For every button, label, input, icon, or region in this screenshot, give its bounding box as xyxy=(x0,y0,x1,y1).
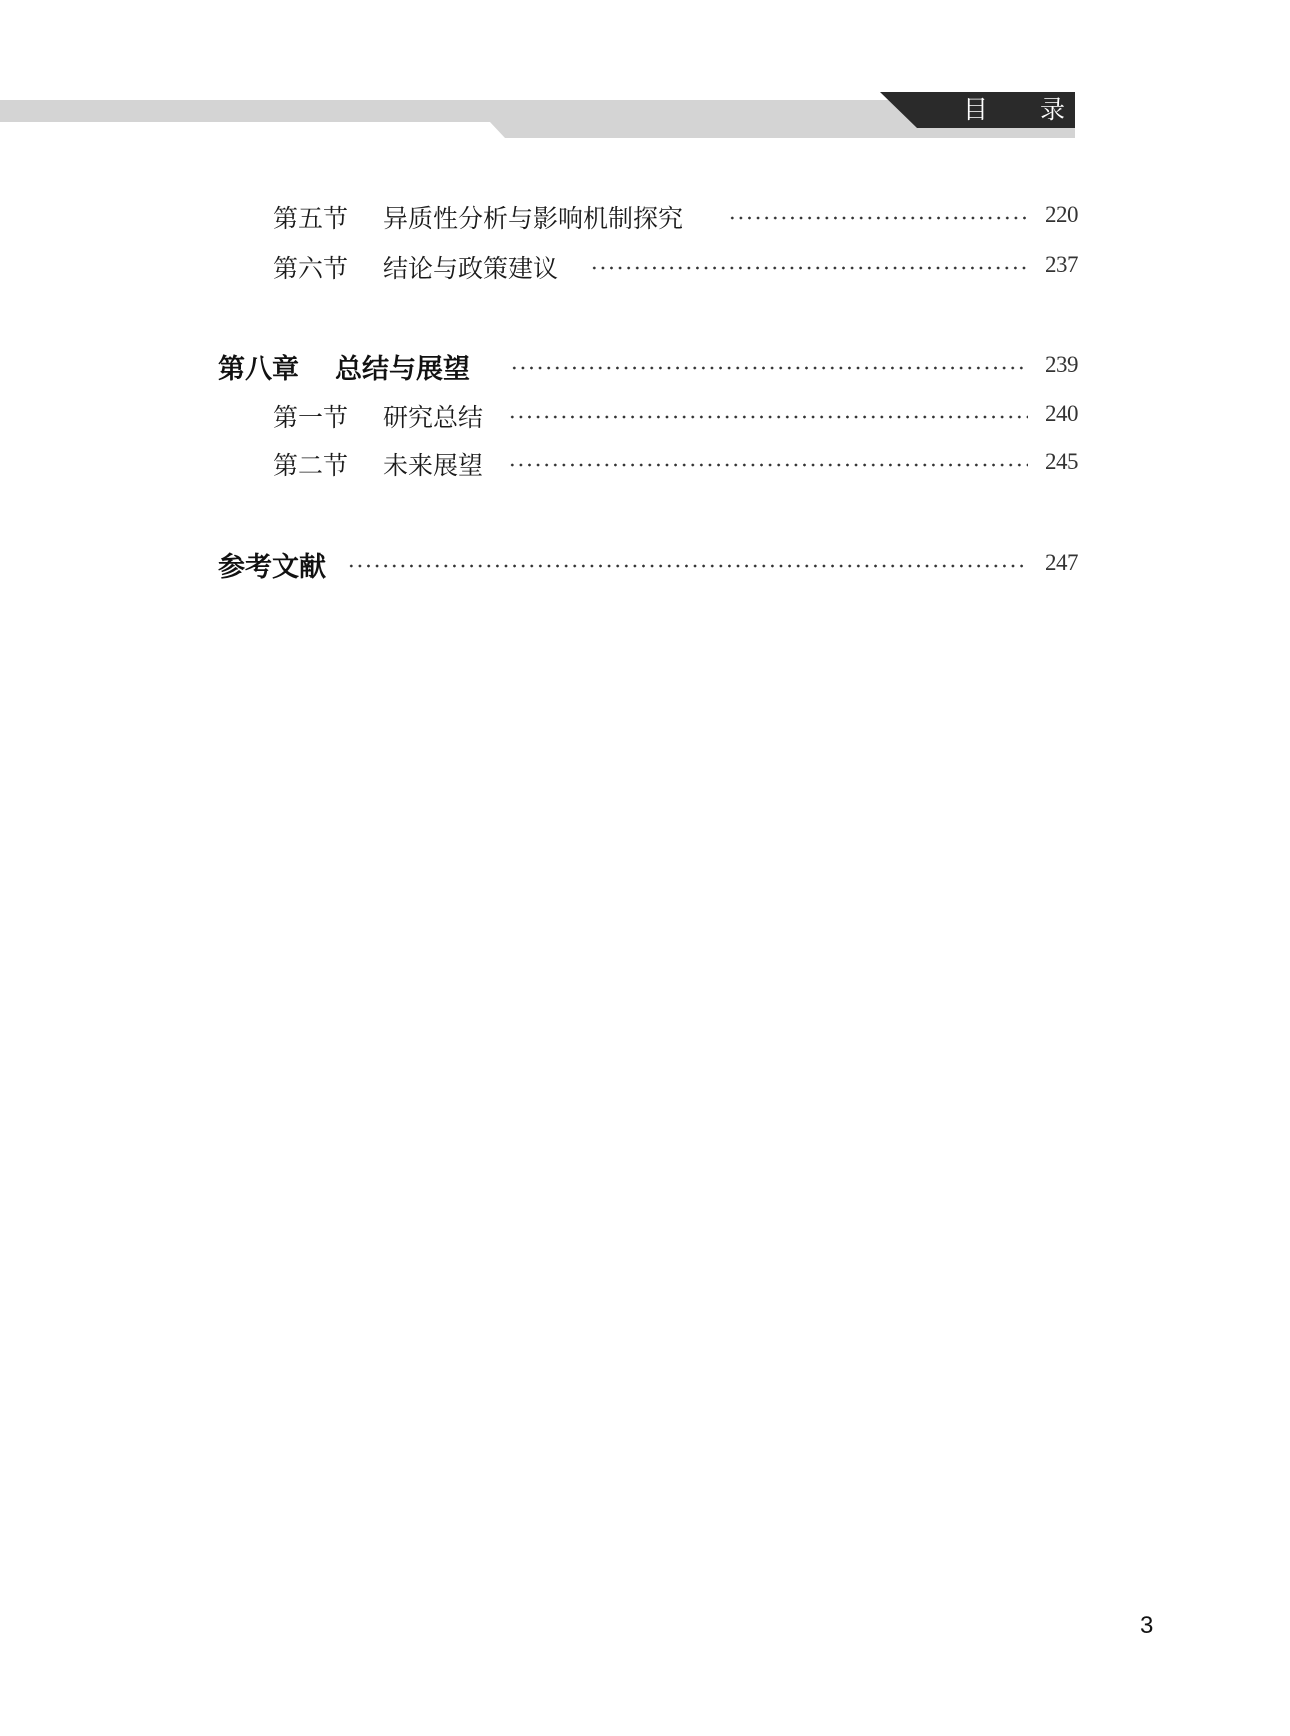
toc-leader-dots xyxy=(508,463,1028,467)
toc-entry[interactable] xyxy=(0,347,1290,387)
toc-leader-dots xyxy=(347,564,1028,568)
toc-entry[interactable] xyxy=(0,398,1290,438)
toc-references-title: 参考文献 xyxy=(218,552,326,583)
toc-section-title: 未来展望 xyxy=(383,451,484,480)
toc-section-title: 异质性分析与影响机制探究 xyxy=(383,204,684,233)
toc-section-number: 第六节 xyxy=(273,254,349,283)
toc-entry[interactable] xyxy=(0,446,1290,486)
toc-page-number: 247 xyxy=(1045,550,1078,575)
toc-section-title: 研究总结 xyxy=(383,403,484,432)
toc-page-number: 239 xyxy=(1045,352,1078,377)
toc-leader-dots xyxy=(590,266,1028,270)
toc-page-number: 220 xyxy=(1045,202,1078,227)
toc-page-number: 245 xyxy=(1045,449,1078,474)
page-number: 3 xyxy=(1140,1612,1154,1639)
toc-leader-dots xyxy=(510,366,1028,370)
header-decoration xyxy=(0,0,1290,160)
toc-entry[interactable] xyxy=(0,249,1290,289)
toc-entry[interactable] xyxy=(0,545,1290,585)
toc-section-number: 第二节 xyxy=(273,451,349,480)
toc-chapter-number: 第八章 xyxy=(218,354,299,385)
toc-leader-dots xyxy=(728,216,1028,220)
toc-section-number: 第一节 xyxy=(273,403,349,432)
toc-page-number: 240 xyxy=(1045,401,1078,426)
toc-leader-dots xyxy=(508,415,1028,419)
toc-entry[interactable] xyxy=(0,199,1290,239)
toc-chapter-title: 总结与展望 xyxy=(335,354,470,385)
header-title: 目 录 xyxy=(963,95,1087,124)
toc-section-title: 结论与政策建议 xyxy=(383,254,559,283)
toc-section-number: 第五节 xyxy=(273,204,349,233)
header-band xyxy=(0,0,1290,160)
toc-page-number: 237 xyxy=(1045,252,1078,277)
